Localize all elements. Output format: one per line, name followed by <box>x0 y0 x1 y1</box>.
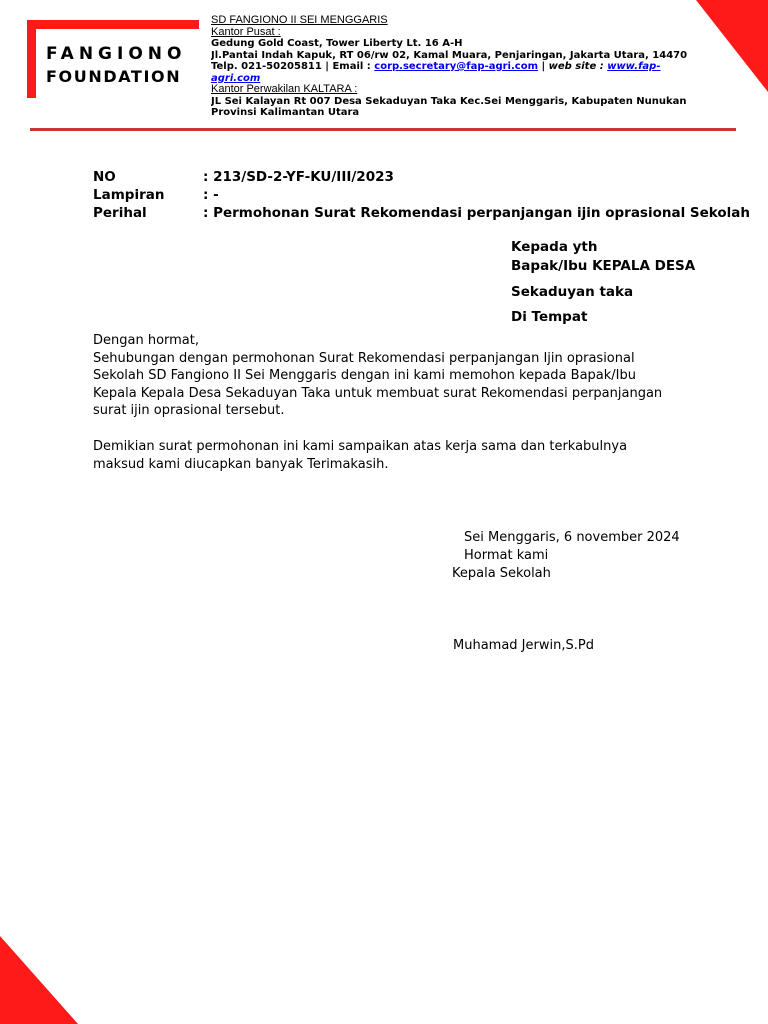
logo-text-line2: FOUNDATION <box>46 67 182 86</box>
web-label: web site : <box>548 61 604 72</box>
letterhead <box>211 15 711 115</box>
body-paragraph-2: Demikian surat permohonan ini kami sampaikan atas kerja sama dan terkabulnya maksud kami diucapkan banyak Terimakasih. <box>93 438 628 472</box>
head-office-label: Kantor Pusat : <box>211 25 281 38</box>
signature-closing: Hormat kami <box>464 548 549 563</box>
header-divider <box>30 128 736 131</box>
head-office-address: Jl.Pantai Indah Kapuk, RT 06/rw 02, Kamal Muara, Penjaringan, Jakarta Utara, 14470 <box>211 49 688 61</box>
number-value: : 213/SD-2-YF-KU/III/2023 <box>203 169 394 185</box>
greeting: Dengan hormat, <box>93 333 200 348</box>
body-paragraph-1: Sehubungan dengan permohonan Surat Rekomendasi perpanjangan Ijin oprasional Sekolah SD Fangiono II Sei Menggaris dengan ini kami memohon kepada Bapak/Ibu Kepala Kepala Desa Sekaduyan Taka untuk membuat surat Rekomendasi perpanjangan surat ijin oprasional tersebut. <box>93 350 663 419</box>
signature-name: Muhamad Jerwin,S.Pd <box>453 638 594 653</box>
rep-office-label: Kantor Perwakilan KALTARA : <box>211 83 358 95</box>
fangiono-foundation-logo <box>27 20 199 98</box>
logo-bar-top <box>27 20 199 29</box>
email-link[interactable]: corp.secretary@fap-agri.com <box>374 61 538 72</box>
website-link-continued[interactable]: agri.com <box>211 72 261 84</box>
recipient-line1: Kepada yth <box>511 239 598 255</box>
subject-value: : Permohonan Surat Rekomendasi perpanjangan ijin oprasional Sekolah <box>203 205 751 221</box>
subject-label: Perihal <box>93 205 147 221</box>
school-name: SD FANGIONO II SEI MENGGARIS <box>211 15 388 26</box>
website-link[interactable]: www.fap- <box>607 61 661 72</box>
letter-body <box>93 332 673 473</box>
phone-label: Telp. 021-50205811 | Email : <box>211 61 371 72</box>
rep-office-province: Provinsi Kalimantan Utara <box>211 107 360 115</box>
attachment-label: Lampiran <box>93 187 165 203</box>
recipient-line4: Di Tempat <box>511 309 588 325</box>
head-office-building: Gedung Gold Coast, Tower Liberty Lt. 16 A-H <box>211 38 463 49</box>
corner-decoration-bottom-left <box>0 936 78 1024</box>
contact-line: Telp. 021-50205811 | Email : corp.secretary@fap-agri.com | web site : www.fap- <box>211 61 661 72</box>
logo-text-line1: FANGIONO <box>46 44 187 64</box>
recipient-line3: Sekaduyan taka <box>511 284 634 300</box>
rep-office-address: JL Sei Kalayan Rt 007 Desa Sekaduyan Taka Kec.Sei Menggaris, Kabupaten Nunukan <box>211 95 687 107</box>
logo-bar-left <box>27 20 36 98</box>
signature-position: Kepala Sekolah <box>452 566 551 581</box>
number-label: NO <box>93 169 116 185</box>
attachment-value: : - <box>203 187 219 203</box>
recipient-line2: Bapak/Ibu KEPALA DESA <box>511 258 696 274</box>
signature-place-date: Sei Menggaris, 6 november 2024 <box>464 530 680 545</box>
